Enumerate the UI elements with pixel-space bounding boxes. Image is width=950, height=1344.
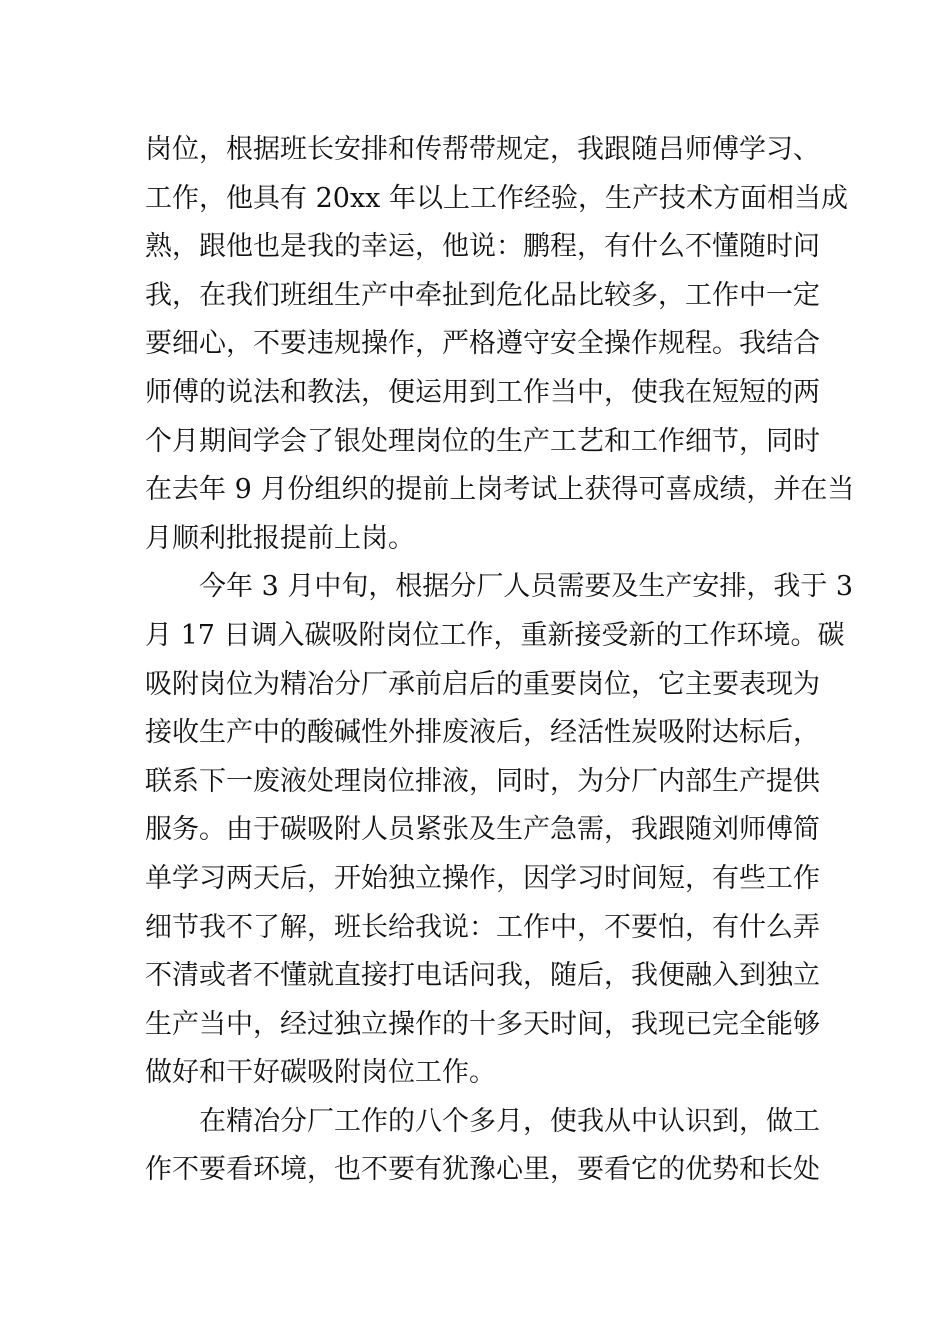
- paragraph-line: 我，在我们班组生产中牵扯到危化品比较多，工作中一定: [145, 279, 820, 311]
- paragraph: [145, 1098, 820, 1195]
- document-body: [145, 126, 855, 1195]
- paragraph-line: 作不要看环境，也不要有犹豫心里，要看它的优势和长处: [145, 1154, 820, 1186]
- paragraph-line: 月顺利批报提前上岗。: [145, 522, 415, 554]
- paragraph: [145, 126, 855, 563]
- paragraph-line: 做好和干好碳吸附岗位工作。: [145, 1057, 496, 1089]
- paragraph-line: 单学习两天后，开始独立操作，因学习时间短，有些工作: [145, 862, 820, 894]
- paragraph-line: 在去年 9 月份组织的提前上岗考试上获得可喜成绩，并在当: [145, 474, 855, 506]
- paragraph-line: 接收生产中的酸碱性外排废液后，经活性炭吸附达标后，: [145, 717, 820, 749]
- paragraph-line: 联系下一废液处理岗位排液，同时，为分厂内部生产提供: [145, 765, 820, 797]
- paragraph-line: 熟，跟他也是我的幸运，他说：鹏程，有什么不懂随时问: [145, 231, 820, 263]
- paragraph-line: 细节我不了解，班长给我说：工作中，不要怕，有什么弄: [145, 911, 820, 943]
- paragraph: [145, 563, 854, 1098]
- paragraph-line: 月 17 日调入碳吸附岗位工作，重新接受新的工作环境。碳: [145, 619, 845, 651]
- paragraph-line: 个月期间学会了银处理岗位的生产工艺和工作细节，同时: [145, 425, 820, 457]
- paragraph-line: 岗位，根据班长安排和传帮带规定，我跟随吕师傅学习、: [145, 134, 820, 165]
- paragraph-line: 工作，他具有 20xx 年以上工作经验，生产技术方面相当成: [145, 182, 848, 214]
- paragraph-line: 师傅的说法和教法，便运用到工作当中，使我在短短的两: [145, 376, 820, 408]
- paragraph-line: 要细心，不要违规操作，严格遵守安全操作规程。我结合: [145, 328, 820, 360]
- paragraph-line: 不清或者不懂就直接打电话问我，随后，我便融入到独立: [145, 960, 820, 992]
- paragraph-line: 服务。由于碳吸附人员紧张及生产急需，我跟随刘师傅简: [145, 814, 820, 846]
- paragraph-line: 吸附岗位为精冶分厂承前启后的重要岗位，它主要表现为: [145, 668, 820, 700]
- paragraph-line: 今年 3 月中旬，根据分厂人员需要及生产安排，我于 3: [199, 571, 854, 603]
- paragraph-line: 在精冶分厂工作的八个多月，使我从中认识到，做工: [199, 1105, 820, 1137]
- paragraph-line: 生产当中，经过独立操作的十多天时间，我现已完全能够: [145, 1008, 820, 1040]
